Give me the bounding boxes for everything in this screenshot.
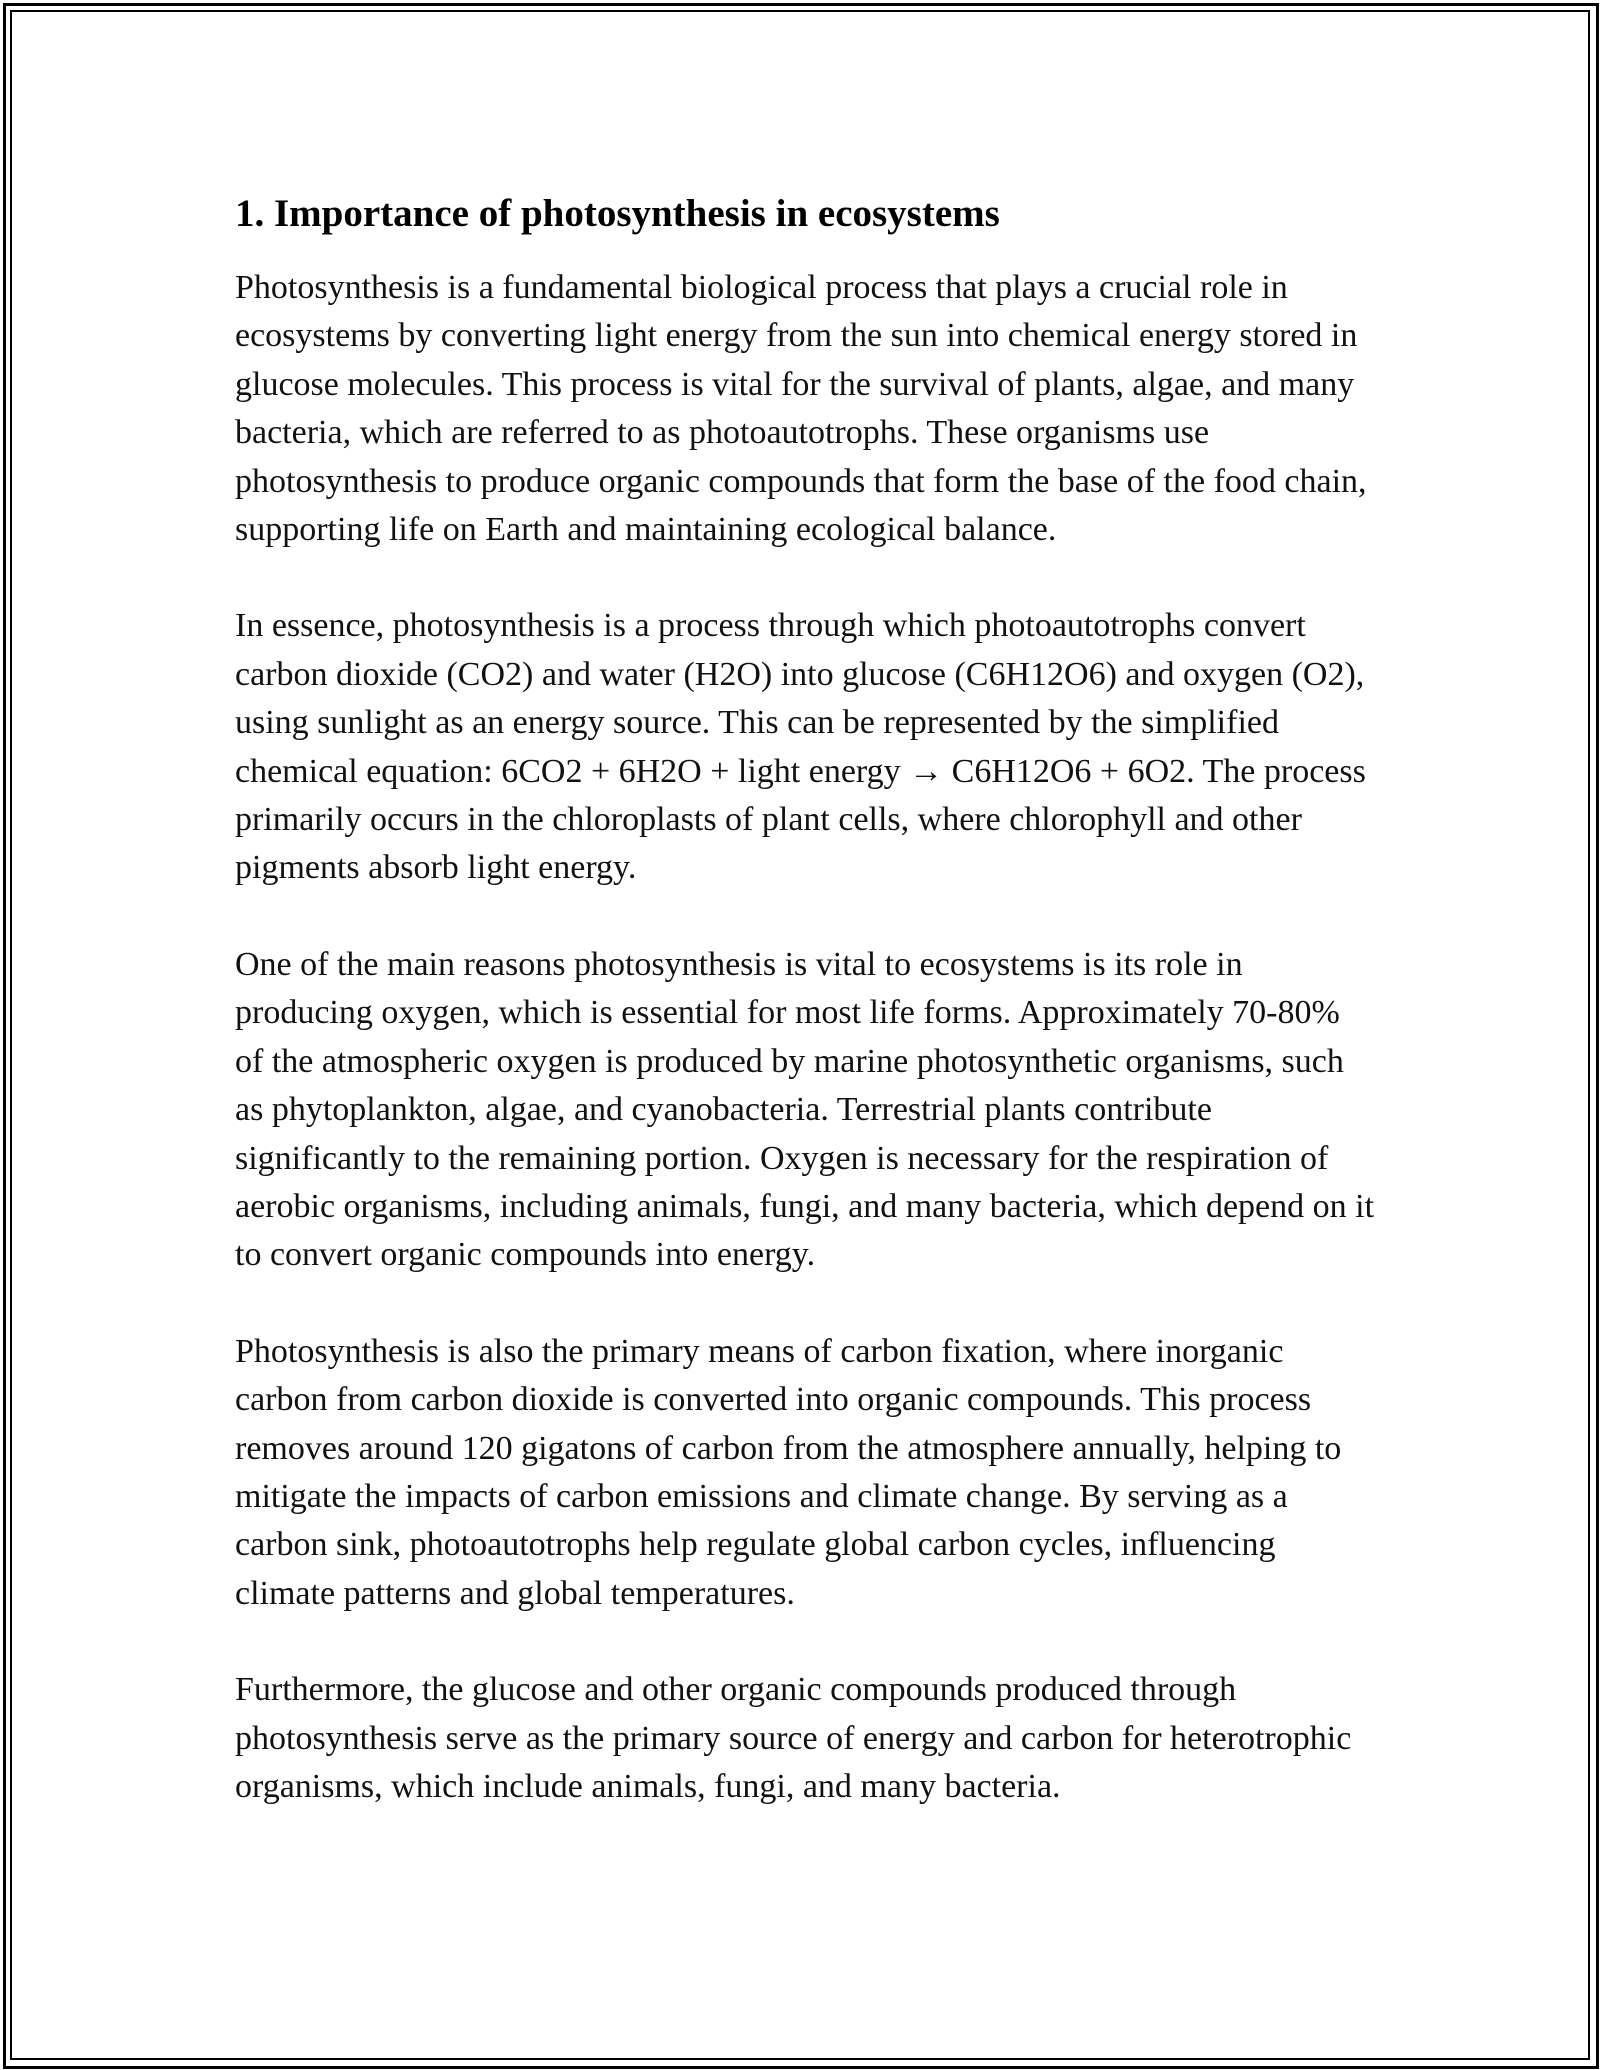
paragraph-process: In essence, photosynthesis is a process through which photoautotrophs convert carbon dioxide (CO2) and water (H2O) into glucose (C6H12O6) and oxygen (O2), using sunlight as an energy source. This can be represented by the simplified chemical equation: 6CO2 + 6H2O + light energy → C6H12O6 + 6O2. The process primarily occurs in the chloroplasts of plant cells, where chlorophyll and other pigments absorb light energy. [235,607,1366,887]
paragraph-oxygen: One of the main reasons photosynthesis is vital to ecosystems is its role in producing oxygen, which is essential for most life forms. Approximately 70-80% of the atmospheric oxygen is produced by marine photosynthetic organisms, such as phytoplankton, algae, and cyanobacteria. Terrestrial plants contribute significantly to the remaining portion. Oxygen is necessary for the respiration of aerobic organisms, including animals, fungi, and many bacteria, which depend on it to convert organic compounds into energy. [235,945,1375,1274]
paragraph-energy-source: Furthermore, the glucose and other organic compounds produced through photosynthesis serve as the primary source of energy and carbon for heterotrophic organisms, which include animals, fungi, and many bacteria. [235,1671,1352,1805]
paragraph-carbon-fixation: Photosynthesis is also the primary means of carbon fixation, where inorganic carbon from carbon dioxide is converted into organic compounds. This process removes around 120 gigatons of carbon from the atmosphere annually, helping to mitigate the impacts of carbon emissions and climate change. By serving as a carbon sink, photoautotrophs help regulate global carbon cycles, influencing climate patterns and global temperatures. [235,1332,1342,1612]
section-heading: 1. Importance of photosynthesis in ecosystems [235,192,1000,235]
paragraph-intro: Photosynthesis is a fundamental biological process that plays a crucial role in ecosystems by converting light energy from the sun into chemical energy stored in glucose molecules. This process is vital for the survival of plants, algae, and many bacteria, which are referred to as photoautotrophs. These organisms use photosynthesis to produce organic compounds that form the base of the food chain, supporting life on Earth and maintaining ecological balance. [235,269,1367,549]
document-body [235,190,1375,1811]
